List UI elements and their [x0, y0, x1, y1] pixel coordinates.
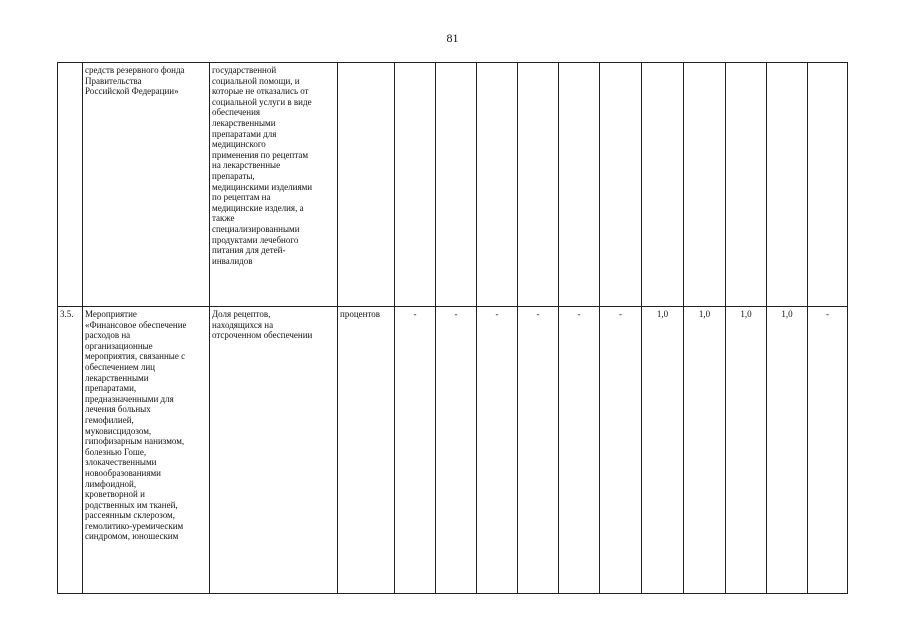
value-cell	[726, 63, 767, 307]
value-cell	[767, 63, 808, 307]
value-cell	[559, 63, 600, 307]
unit-cell: процентов	[338, 307, 395, 594]
value-cell	[436, 63, 477, 307]
value-cell	[684, 63, 726, 307]
value-cell: -	[436, 307, 477, 594]
value-cell	[477, 63, 518, 307]
indicator-cell: Доля рецептов, находящихся на отсроченном обеспечении	[210, 307, 338, 594]
value-cell	[808, 63, 848, 307]
value-cell: -	[808, 307, 848, 594]
row-number-cell: 3.5.	[58, 307, 83, 594]
value-cell	[642, 63, 684, 307]
value-cell: -	[559, 307, 600, 594]
value-cell	[395, 63, 436, 307]
value-cell	[518, 63, 559, 307]
table-row	[58, 63, 848, 307]
value-cell: -	[477, 307, 518, 594]
unit-cell	[338, 63, 395, 307]
table-row	[58, 307, 848, 594]
document-table	[57, 62, 848, 594]
indicator-cell: государственной социальной помощи, и которые не отказались от социальной услуги в виде обеспечения лекарственными препаратами для медицинского применения по рецептам на лекарственные препараты, медицинскими изделиями по рецептам на медицинские изделия, а также специализированными продуктами лечебного питания для детей- инвалидов	[210, 63, 338, 307]
value-cell: 1,0	[726, 307, 767, 594]
value-cell: 1,0	[642, 307, 684, 594]
value-cell: -	[518, 307, 559, 594]
event-cell: средств резервного фонда Правительства Российской Федерации»	[83, 63, 210, 307]
row-number-cell	[58, 63, 83, 307]
event-cell: Мероприятие «Финансовое обеспечение расходов на организационные мероприятия, связанные с обеспечением лиц лекарственными препаратами, предназначенными для лечения больных гемофилией, муковисцидозом, гипофизарным нанизмом, болезнью Гоше, злокачественными новообразованиями лимфоидной, кроветворной и родственных им тканей, рассеянным склерозом, гемолитико-уремическим синдромом, юношеским	[83, 307, 210, 594]
value-cell	[600, 63, 642, 307]
value-cell: -	[395, 307, 436, 594]
page-number: 81	[446, 31, 459, 45]
value-cell: 1,0	[767, 307, 808, 594]
value-cell: 1,0	[684, 307, 726, 594]
value-cell: -	[600, 307, 642, 594]
